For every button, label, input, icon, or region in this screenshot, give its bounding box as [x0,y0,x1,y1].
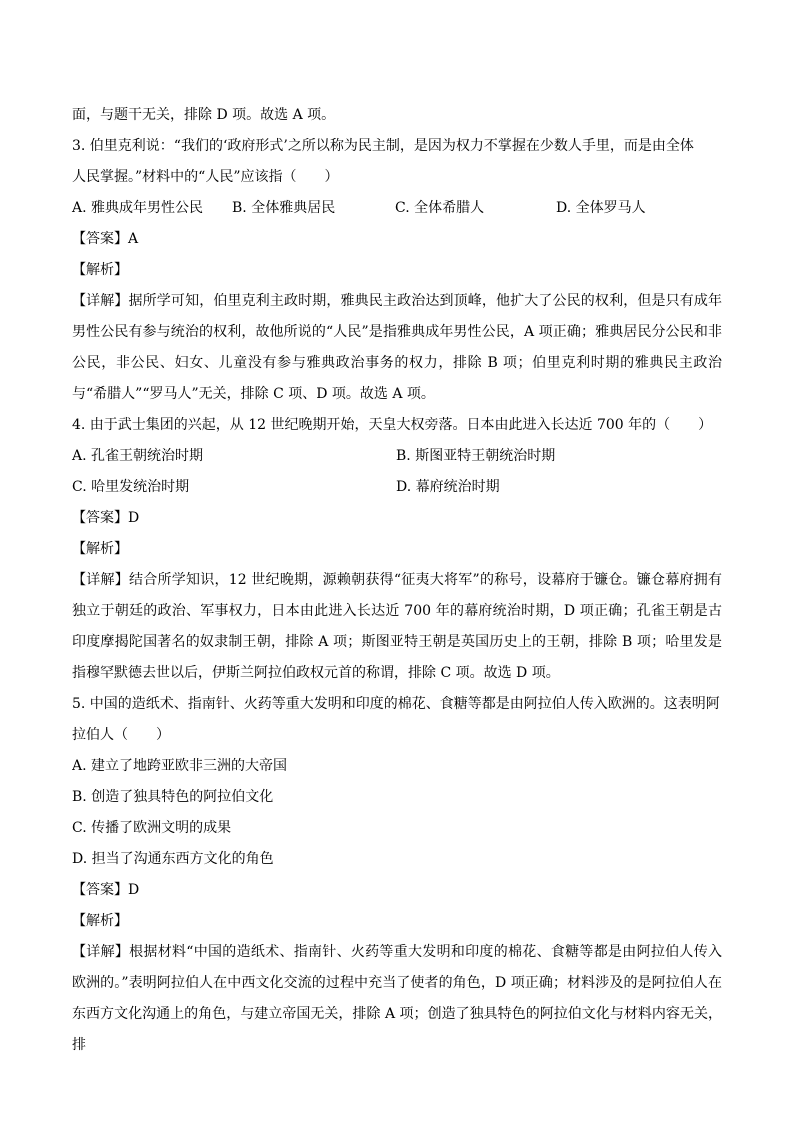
question-5 [72,689,722,1061]
question-4-answer: 【答案】D [72,510,140,526]
question-5-stem-line-2: 拉伯人（ ） [72,727,170,743]
question-4 [72,410,722,689]
question-3-option-c: C. 全体希腊人 [395,200,485,216]
question-5-analysis-label: 【解析】 [72,913,128,929]
question-3-option-d: D. 全体罗马人 [556,200,646,216]
question-4-option-a: A. 孔雀王朝统治时期 [72,448,204,464]
question-3-stem-line-1: 3. 伯里克利说：“我们的‘政府形式’之所以称为民主制，是因为权力不掌握在少数人手里，而是由全体 [72,138,694,154]
question-3-options [72,193,722,224]
question-5-detail: 【详解】根据材料“中国的造纸术、指南针、火药等重大发明和印度的棉花、食糖等都是由阿拉伯人传入欧洲的。”表明阿拉伯人在中西文化交流的过程中充当了使者的角色，D 项正确；材料涉及的是阿拉伯人在东西方文化沟通上的角色，与建立帝国无关，排除 A 项；创造了独具特色的阿拉伯文化与材料内容无关，排 [72,944,722,1053]
question-4-stem-line-1: 4. 由于武士集团的兴起，从 12 世纪晚期开始，天皇大权旁落。日本由此进入长达近 700 年的（ ） [72,417,713,433]
question-5-option-a: A. 建立了地跨亚欧非三洲的大帝国 [72,758,288,774]
question-5-stem-line-1: 5. 中国的造纸术、指南针、火药等重大发明和印度的棉花、食糖等都是由阿拉伯人传入欧洲的。这表明阿 [72,696,720,712]
question-5-option-d: D. 担当了沟通东西方文化的角色 [72,851,274,867]
question-3-detail: 【详解】据所学可知，伯里克利主政时期，雅典民主政治达到顶峰，他扩大了公民的权利，但是只有成年男性公民有参与统治的权利，故他所说的“人民”是指雅典成年男性公民，A 项正确；雅典居民分公民和非公民，非公民、妇女、儿童没有参与雅典政治事务的权力，排除 B 项；伯里克利时期的雅典民主政治与“希腊人”“罗马人”无关，排除 C 项、D 项。故选 A 项。 [72,293,722,402]
question-4-options-row-1 [72,441,722,472]
question-5-answer: 【答案】D [72,882,140,898]
question-5-option-b: B. 创造了独具特色的阿拉伯文化 [72,789,274,805]
question-3 [72,131,722,410]
question-4-detail: 【详解】结合所学知识，12 世纪晚期，源赖朝获得“征夷大将军”的称号，设幕府于镰仓。镰仓幕府拥有独立于朝廷的政治、军事权力，日本由此进入长达近 700 年的幕府统治时期，D 项正确；孔雀王朝是古印度摩揭陀国著名的奴隶制王朝，排除 A 项；斯图亚特王朝是英国历史上的王朝，排除 B 项；哈里发是指穆罕默德去世以后，伊斯兰阿拉伯政权元首的称谓，排除 C 项。故选 D 项。 [72,572,722,681]
question-3-option-b: B. 全体雅典居民 [232,200,336,216]
question-4-options-row-2 [72,472,722,503]
question-3-answer: 【答案】A [72,231,139,247]
question-4-option-c: C. 哈里发统治时期 [72,479,190,495]
question-3-analysis-label: 【解析】 [72,262,128,278]
question-3-stem-line-2: 人民掌握。”材料中的“人民”应该指（ ） [72,169,339,185]
question-5-option-c: C. 传播了欧洲文明的成果 [72,820,232,836]
question-4-option-b: B. 斯图亚特王朝统治时期 [396,448,556,464]
question-4-analysis-label: 【解析】 [72,541,128,557]
question-3-option-a: A. 雅典成年男性公民 [72,200,204,216]
document-page [72,100,722,1061]
previous-analysis-tail: 面，与题干无关，排除 D 项。故选 A 项。 [72,107,336,123]
question-4-option-d: D. 幕府统治时期 [396,479,500,495]
